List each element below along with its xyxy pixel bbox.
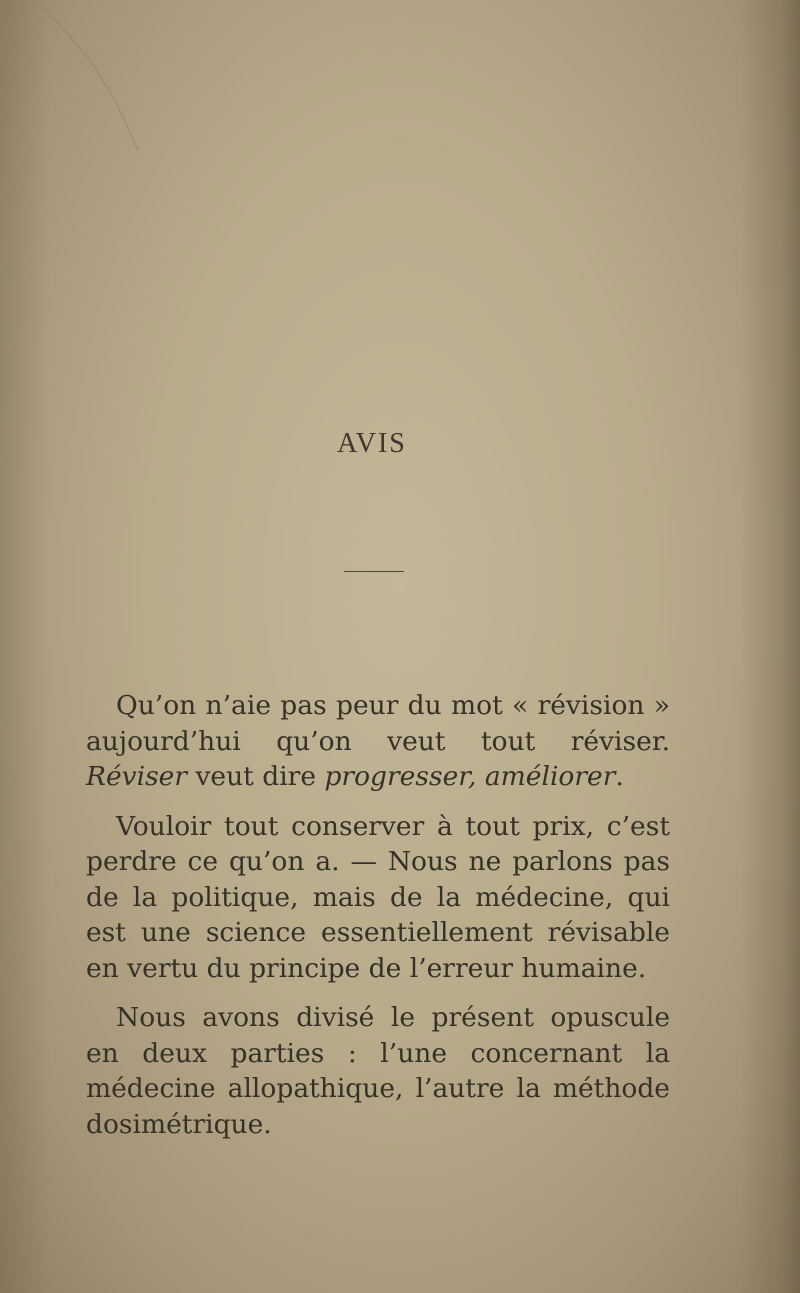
notice-body — [86, 688, 670, 1156]
page-edge-shadow-right — [740, 0, 800, 1293]
paper-crease-mark — [20, 0, 160, 160]
italic-text-run: Réviser — [86, 761, 188, 792]
text-run: Vouloir tout conserver à tout prix, c’est perdre ce qu’on a. — Nous ne parlons pas de la politique, mais de la médecine, qui est une science essentiellement révisable en vertu du principe de l’erreur humaine. — [86, 810, 670, 984]
text-run: Qu’on n’aie pas peur du mot « révision » aujourd’hui qu’on veut tout réviser. — [86, 690, 670, 757]
text-run: . — [615, 761, 624, 792]
paragraph-2 — [86, 809, 670, 987]
page-edge-shadow-left — [0, 0, 50, 1293]
text-run: Nous avons divisé le présent opuscule en deux parties : l’une concernant la médecine allopathique, l’autre la méthode dosimétrique. — [86, 1002, 670, 1140]
text-run: veut dire — [187, 761, 325, 792]
page-title: AVIS — [337, 428, 407, 459]
paragraph-3 — [86, 1000, 670, 1142]
paragraph-1 — [86, 688, 670, 795]
title-divider — [344, 571, 404, 572]
italic-text-run: progresser, améliorer — [324, 761, 616, 792]
